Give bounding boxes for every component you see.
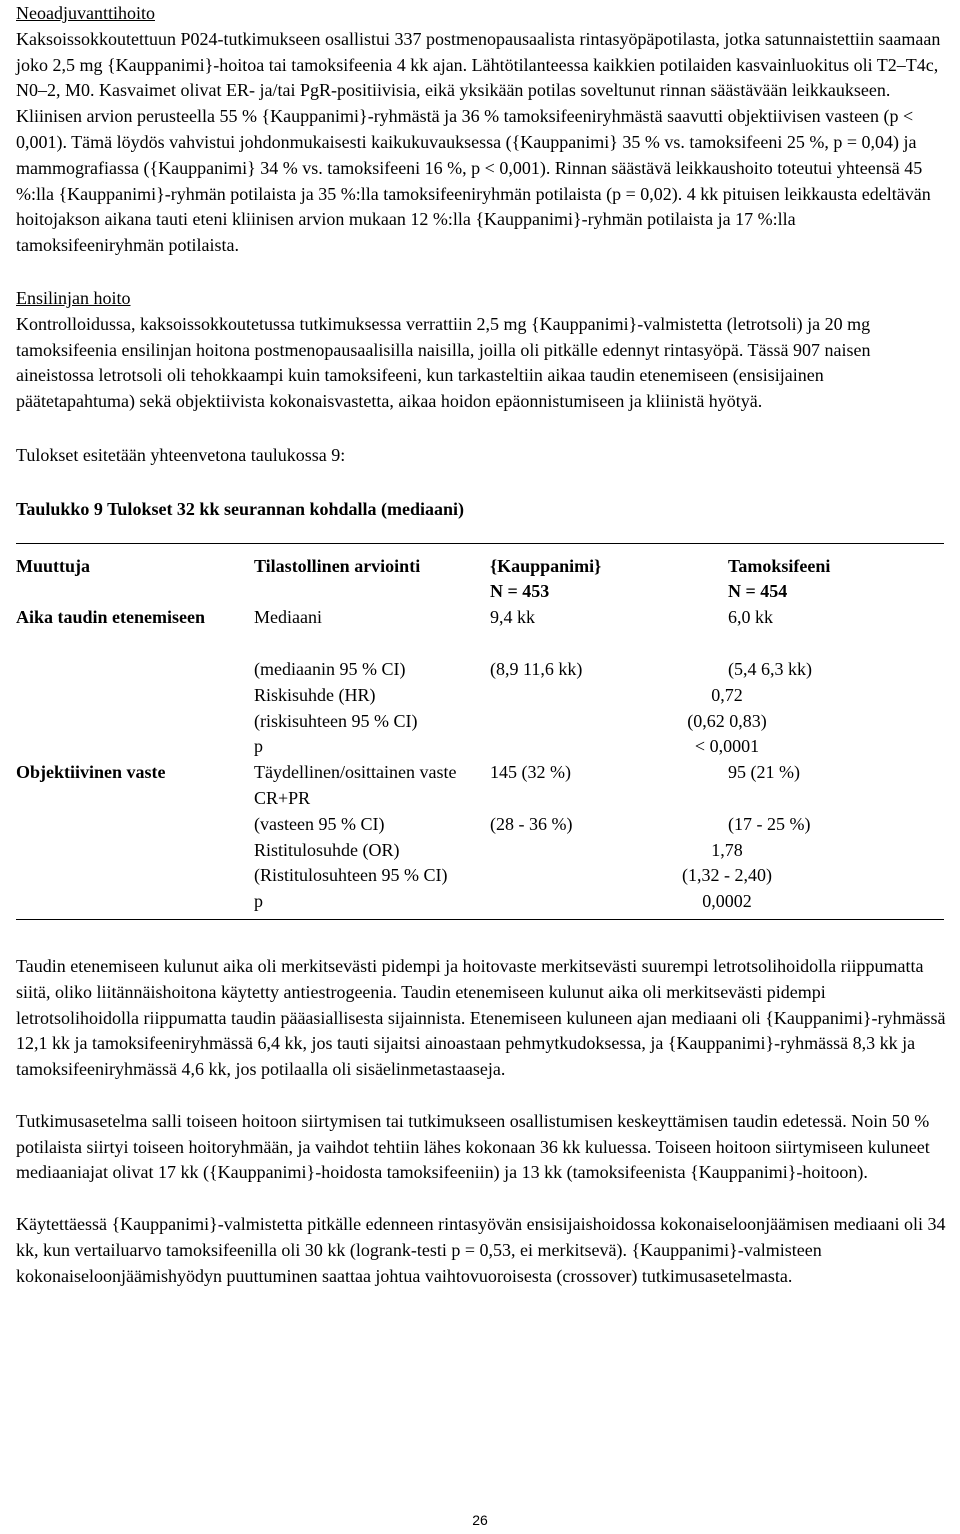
paragraph-after-3: Käytettäessä {Kauppanimi}-valmistetta pitkälle edenneen rintasyövän ensisijaishoidossa kokonaiseloonjäämisen mediaani oli 34 kk, kun vertailuarvo tamoksifeenilla oli 30 kk (logrank-testi p = 0,53, ei merkitsevä). {Kauppanimi}-valmisteen kokonaiseloonjäämishyödyn puuttuminen saattaa johtua vaihtovuoroisesta (crossover) tutkimusasetelmasta.	[16, 1214, 946, 1286]
cell-or-value: 1,78	[711, 839, 743, 860]
cell-median-k: 9,4 kk	[490, 607, 535, 628]
header-tamoxifen	[728, 543, 944, 605]
cell-orci-label: (Ristitulosuhteen 95 % CI)	[254, 865, 448, 886]
page-number: 26	[472, 1512, 488, 1528]
cell-hrci-value: (0,62 0,83)	[687, 710, 767, 731]
spacer	[16, 415, 946, 443]
section-heading-first-line: Ensilinjan hoito	[16, 287, 131, 308]
cell-resp-ci-k: (28 - 36 %)	[490, 813, 573, 834]
cell-resp-ci-t: (17 - 25 %)	[728, 813, 811, 834]
cell-response-t: 95 (21 %)	[728, 762, 800, 783]
paragraph-after-2: Tutkimusasetelma salli toiseen hoitoon siirtymisen tai tutkimukseen osallistumisen keskeyttämisen taudin edetessä. Noin 50 % potilaista siirtyi toiseen hoitoryhmään, ja vaihdot tehtiin lähes kokonaan 36 kk kuluessa. Toiseen hoitoon siirtymiseen kuluneet mediaaniajat olivat 17 kk ({Kauppanimi}-hoidosta tamoksifeeniin) ja 13 kk (tamoksifeenista {Kauppanimi}-hoitoon).	[16, 1110, 930, 1183]
cell-response-label: Täydellinen/osittainen vaste CR+PR	[254, 762, 457, 808]
header-tamoxifen-n: N = 454	[728, 581, 788, 602]
section-heading-neoadjuvant: Neoadjuvanttihoito	[16, 3, 155, 23]
cell-resp-ci-label: (vasteen 95 % CI)	[254, 813, 385, 834]
cell-hrci-label: (riskisuhteen 95 % CI)	[254, 710, 418, 731]
table-row	[16, 812, 944, 838]
header-kauppanimi	[490, 543, 728, 605]
table-title: Taulukko 9 Tulokset 32 kk seurannan kohdalla (mediaani)	[16, 498, 465, 519]
table-row	[16, 605, 944, 631]
header-statistic: Tilastollinen arviointi	[254, 543, 490, 605]
table-header-row	[16, 543, 944, 605]
cell-hr-value: 0,72	[711, 684, 743, 705]
table-row	[16, 889, 944, 919]
table-row	[16, 709, 944, 735]
table-row	[16, 863, 944, 889]
cell-ci-k: (8,9 11,6 kk)	[490, 658, 583, 679]
table-intro: Tulokset esitetään yhteenvetona taulukossa 9:	[16, 444, 346, 465]
paragraph-neoadjuvant: Kaksoissokkoutettuun P024-tutkimukseen osallistui 337 postmenopausaalista rintasyöpäpotilasta, jotka satunnaistettiin saamaan joko 2,5 mg {Kauppanimi}-hoitoa tai tamoksifeenia 4 kk ajan. Lähtötilanteessa kaikkien potilaiden kasvainluokitus oli T2–T4c, N0–2, M0. Kasvaimet olivat ER- ja/tai PgR-positiivisia, eikä yksikään potilas soveltunut rinnan säästävään leikkaukseen. Kliinisen arvion perusteella 55 % {Kauppanimi}-ryhmästä ja 36 % tamoksifeeniryhmästä saavutti objektiivisen vasteen (p < 0,001). Tämä löydös vahvistui johdonmukaisesti kaikukuvauksessa ({Kauppanimi} 35 % vs. tamoksifeeni 25 %, p = 0,04) ja mammografiassa ({Kauppanimi} 34 % vs. tamoksifeeni 16 %, p < 0,001). Rinnan säästävä leikkaushoito toteutui yhteensä 45 %:lla {Kauppanimi}-ryhmän potilaista ja 35 %:lla tamoksifeeniryhmän potilaista (p = 0,02). 4 kk pituisen leikkausta edeltävän hoitojakson aikana tauti eteni kliinisen arvion mukaan 12 %:lla {Kauppanimi}-ryhmän potilaista ja 17 %:lla tamoksifeeniryhmän potilaista.	[16, 28, 941, 256]
paragraph-after-1: Taudin etenemiseen kulunut aika oli merkitsevästi pidempi ja hoitovaste merkitsevästi suurempi letrotsolihoidolla riippumatta siitä, oliko liitännäishoitona käytetty antiestrogeenia. Taudin etenemiseen kulunut aika oli merkitsevästi pidempi letrotsolihoidolla riippumatta taudin pääasiallisesta sijainnista. Etenemiseen kuluneen ajan mediaani oli {Kauppanimi}-ryhmässä 12,1 kk ja tamoksifeeniryhmässä 6,4 kk, jos tauti sijaitsi ainoastaan pehmytkudoksessa, ja {Kauppanimi}-ryhmässä 8,3 kk ja tamoksifeeniryhmässä 4,6 kk, jos potilaalla oli sisäelinmetastaaseja.	[16, 955, 946, 1080]
cell-p-label: p	[254, 736, 263, 757]
table-row	[16, 734, 944, 760]
cell-orr-p-label: p	[254, 891, 263, 912]
cell-median-label: Mediaani	[254, 607, 322, 628]
header-kauppanimi-n: N = 453	[490, 581, 550, 602]
row-label-orr: Objektiivinen vaste	[16, 762, 166, 783]
spacer	[16, 469, 946, 497]
paragraph-first-line: Kontrolloidussa, kaksoissokkoutetussa tutkimuksessa verrattiin 2,5 mg {Kauppanimi}-valmistetta (letrotsoli) ja 20 mg tamoksifeenia ensilinjan hoitona postmenopausaalisilla naisilla, joilla oli pitkälle edennyt rintasyöpä. Tässä 907 naisen aineistossa letrotsoli oli tehokkaampi kuin tamoksifeeni, kun tarkasteltiin aikaa taudin etenemiseen (ensisijainen päätetapahtuma) sekä objektiivista kokonaisvastetta, aikaa hoidon epäonnistumiseen ja kliinistä hyötyä.	[16, 313, 871, 412]
cell-orci-value: (1,32 - 2,40)	[682, 865, 772, 886]
cell-response-k: 145 (32 %)	[490, 762, 571, 783]
table-row	[16, 683, 944, 709]
document-page	[16, 0, 946, 1290]
header-kauppanimi-name: {Kauppanimi}	[490, 555, 602, 576]
spacer	[16, 259, 946, 285]
spacer	[16, 1083, 946, 1109]
results-table	[16, 543, 944, 920]
spacer	[16, 920, 946, 954]
header-variable: Muuttuja	[16, 543, 254, 605]
cell-hr-label: Riskisuhde (HR)	[254, 684, 376, 705]
cell-or-label: Ristitulosuhde (OR)	[254, 839, 400, 860]
cell-ci-label: (mediaanin 95 % CI)	[254, 658, 406, 679]
header-tamoxifen-name: Tamoksifeeni	[728, 555, 831, 576]
cell-p-value: < 0,0001	[694, 736, 760, 757]
row-label-ttp: Aika taudin etenemiseen	[16, 607, 205, 628]
table-row	[16, 760, 944, 812]
spacer	[16, 1186, 946, 1212]
table-row	[16, 838, 944, 864]
cell-ci-t: (5,4 6,3 kk)	[728, 658, 812, 679]
cell-orr-p-value: 0,0002	[702, 891, 752, 912]
cell-median-t: 6,0 kk	[728, 607, 773, 628]
table-row	[16, 657, 944, 683]
